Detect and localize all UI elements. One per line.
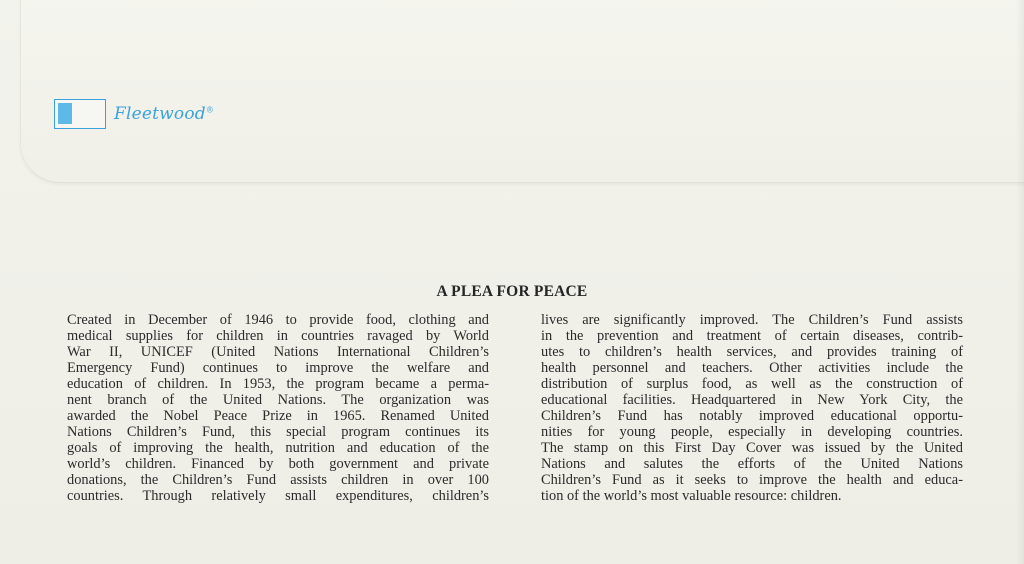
text-line: nities for young people, especially in developing countries. [541, 424, 963, 440]
text-line: education of children. In 1953, the program became a perma- [67, 376, 489, 392]
brand-registered-mark: ® [205, 105, 215, 115]
text-line: Children’s Fund as it seeks to improve the health and educa- [541, 472, 963, 488]
brand-name-text: Fleetwood [114, 104, 206, 124]
article-column-right [541, 312, 963, 504]
text-line: lives are significantly improved. The Children’s Fund assists [541, 312, 963, 328]
text-line: nent branch of the United Nations. The organization was [67, 392, 489, 408]
envelope-edge-shadow [1016, 0, 1024, 564]
brand-box-icon [54, 99, 106, 129]
text-line: Nations Children’s Fund, this special program continues its [67, 424, 489, 440]
text-line: health personnel and teachers. Other activities include the [541, 360, 963, 376]
text-line: The stamp on this First Day Cover was issued by the United [541, 440, 963, 456]
text-line: in the prevention and treatment of certain diseases, contrib- [541, 328, 963, 344]
text-line: awarded the Nobel Peace Prize in 1965. Renamed United [67, 408, 489, 424]
text-line: distribution of surplus food, as well as the construction of [541, 376, 963, 392]
text-line: War II, UNICEF (United Nations International Children’s [67, 344, 489, 360]
text-line: countries. Through relatively small expenditures, children’s [67, 488, 489, 504]
text-line: Emergency Fund) continues to improve the welfare and [67, 360, 489, 376]
text-line: goals of improving the health, nutrition and education of the [67, 440, 489, 456]
text-line: Created in December of 1946 to provide food, clothing and [67, 312, 489, 328]
text-line: Nations and salutes the efforts of the United Nations [541, 456, 963, 472]
brand-name [114, 104, 214, 124]
text-line: utes to children’s health services, and provides training of [541, 344, 963, 360]
article-title: A PLEA FOR PEACE [436, 283, 588, 300]
text-line: donations, the Children’s Fund assists children in over 100 [67, 472, 489, 488]
brand-box-fill [58, 103, 72, 124]
text-line: medical supplies for children in countries ravaged by World [67, 328, 489, 344]
envelope-flap [20, 0, 1024, 183]
text-line: educational facilities. Headquartered in New York City, the [541, 392, 963, 408]
text-line: Children’s Fund has notably improved educational opportu- [541, 408, 963, 424]
article-column-left [67, 312, 489, 504]
text-line: world’s children. Financed by both government and private [67, 456, 489, 472]
brand-logo [54, 99, 214, 129]
text-line: tion of the world’s most valuable resource: children. [541, 488, 842, 504]
